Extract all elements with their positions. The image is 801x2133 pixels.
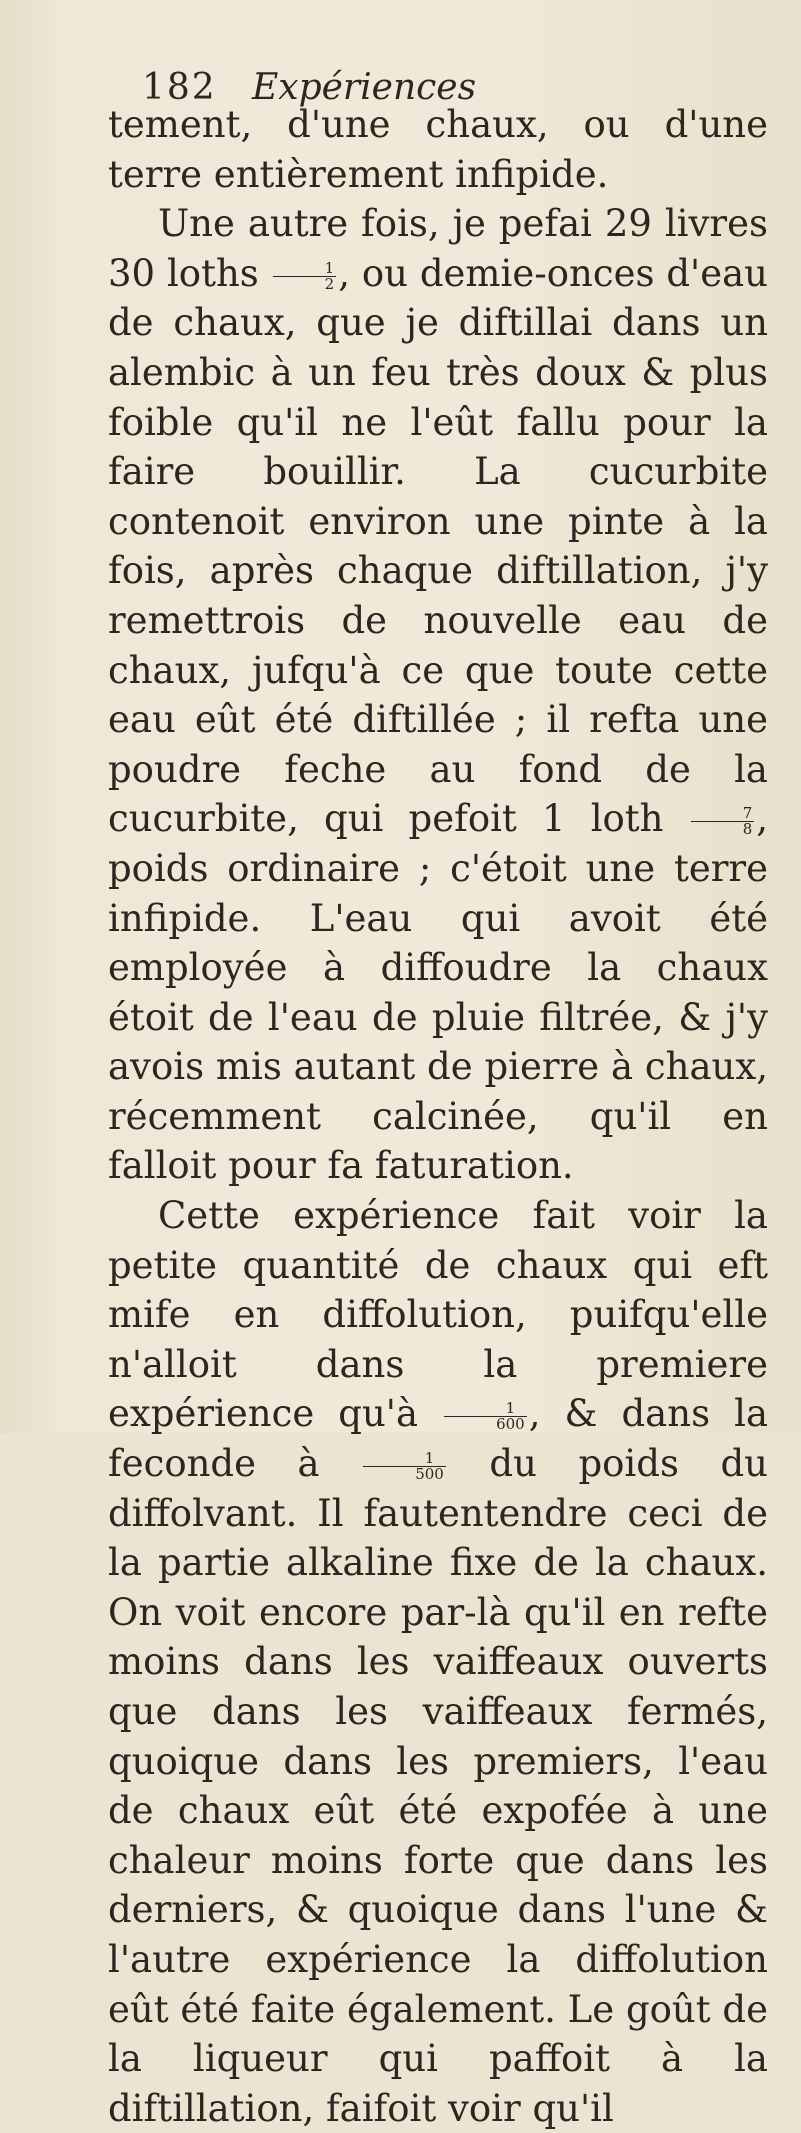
- paragraph: [108, 199, 768, 1191]
- fraction: [444, 1401, 527, 1432]
- text-run: tement, d'une chaux, ou d'une terre entièrement infipide.: [108, 103, 768, 196]
- fraction-denominator: 2: [324, 274, 335, 293]
- text-run: , poids ordinaire ; c'étoit une terre infipide. L'eau qui avoit été employée à diffoudre la chaux étoit de l'eau de pluie filtrée, & j'y avois mis autant de pierre à chaux, récemment calcinée, qu'il en falloit pour fa faturation.: [108, 797, 768, 1188]
- fraction-numerator: 1: [444, 1401, 527, 1417]
- text-run: Cette expérience fait voir la petite quantité de chaux qui eft mife en diffolution, puifqu'elle n'alloit dans la premiere expérience qu'à: [108, 1194, 768, 1436]
- paragraph: [108, 1191, 768, 2133]
- paragraph: [108, 100, 768, 199]
- page-number: 182: [142, 67, 217, 108]
- fraction: [273, 258, 337, 293]
- fraction-numerator: 1: [363, 1451, 446, 1467]
- running-title: Expériences: [252, 67, 477, 108]
- text-run: Une autre fois, je pefai 29 livres 30 loths: [108, 202, 768, 295]
- text-run: du poids du diffolvant. Il fautentendre ceci de la partie alkaline fixe de la chaux. On voit encore par-là qu'il en refte moins dans les vaiffeaux ouverts que dans les vaiffeaux fermés, quoique dans les premiers, l'eau de chaux eût été expofée à une chaleur moins forte que dans les derniers, & quoique dans l'une & l'autre expérience la diffolution eût été faite également. Le goût de la liqueur qui paffoit à la diftillation, faifoit voir qu'il: [108, 1442, 768, 2130]
- fraction: [691, 806, 755, 837]
- fraction-denominator: 8: [742, 820, 753, 839]
- fraction: [363, 1451, 446, 1482]
- text-run: , ou demie-onces d'eau de chaux, que je diftillai dans un alembic à un feu très doux & plus foible qu'il ne l'eût fallu pour la faire bouillir. La cucurbite contenoit environ une pinte à la fois, après chaque diftillation, j'y remettrois de nouvelle eau de chaux, jufqu'à ce que toute cette eau eût été diftillée ; il refta une poudre feche au fond de la cucurbite, qui pefoit 1 loth: [108, 251, 768, 841]
- fraction-denominator: 500: [415, 1465, 444, 1484]
- fraction-numerator: 1: [273, 261, 337, 277]
- fraction-denominator: 600: [496, 1415, 525, 1434]
- fraction-numerator: 7: [691, 806, 755, 822]
- body-text: [108, 100, 768, 2133]
- text-run: , & dans la feconde à: [108, 1392, 768, 1486]
